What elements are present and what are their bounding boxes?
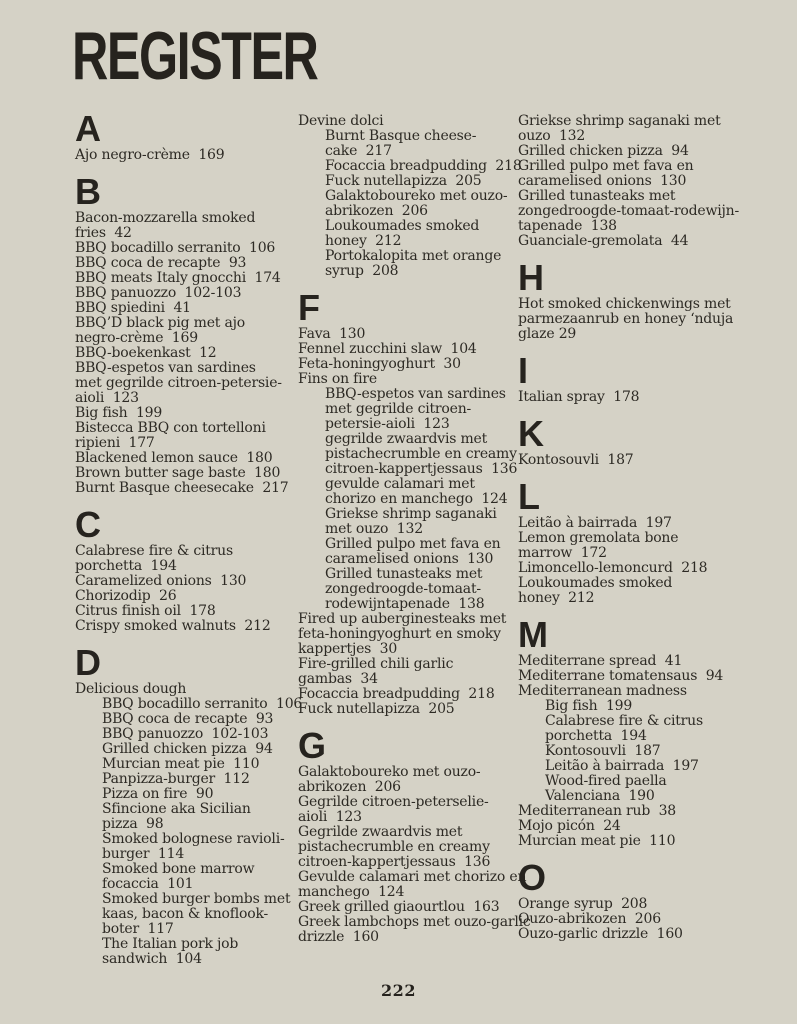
index-column	[518, 114, 765, 942]
index-entry	[75, 832, 298, 862]
entry-line: Fired up auberginesteaks met	[298, 611, 507, 627]
entry-line: Big fish 199	[545, 698, 633, 714]
entry-line: Ajo negro-crème 169	[75, 147, 225, 163]
index-entry	[75, 256, 298, 271]
entry-line: BBQ-boekenkast 12	[75, 345, 217, 361]
index-entry	[518, 144, 765, 159]
index-section	[298, 287, 518, 717]
index-entry	[75, 862, 298, 892]
index-entry	[298, 687, 518, 702]
entry-line: Ouzo-garlic drizzle 160	[518, 926, 683, 942]
entry-line: fries 42	[75, 225, 132, 241]
index-entry	[518, 699, 765, 714]
index-entry	[298, 567, 518, 612]
section-letter: A	[75, 108, 100, 149]
index-section	[518, 350, 765, 405]
index-entry	[75, 619, 298, 634]
index-entry	[298, 129, 518, 159]
index-section	[75, 642, 303, 967]
entry-line: glaze 29	[518, 326, 577, 342]
index-entry	[298, 657, 518, 687]
index-entry	[75, 301, 298, 316]
entry-line: Bistecca BBQ con tortelloni	[75, 420, 266, 436]
index-entry	[298, 219, 518, 249]
index-entry	[518, 834, 765, 849]
index-section	[518, 257, 765, 342]
index-entry	[75, 361, 298, 406]
index-entry	[298, 372, 518, 387]
entry-line: met ouzo 132	[325, 521, 423, 537]
entry-line: Fennel zucchini slaw 104	[298, 341, 477, 357]
entry-line: Grilled chicken pizza 94	[102, 741, 273, 757]
index-entry	[75, 421, 298, 451]
index-entry	[518, 159, 765, 189]
entry-line: gevulde calamari met	[325, 476, 475, 492]
index-entry	[298, 869, 527, 900]
entry-line: Fins on fire	[298, 371, 377, 387]
entry-line: Citrus finish oil 178	[75, 603, 216, 619]
index-section	[518, 413, 765, 468]
entry-line: Griekse shrimp saganaki met	[518, 113, 721, 129]
entry-line: tapenade 138	[518, 218, 617, 234]
entry-line: Gegrilde zwaardvis met	[298, 824, 463, 840]
index-entry	[75, 148, 298, 163]
index-entry	[75, 802, 298, 832]
entry-line: Mojo picón 24	[518, 818, 621, 834]
entry-line: Mediterrane spread 41	[518, 653, 683, 669]
entry-line: Smoked bolognese ravioli-	[102, 831, 285, 847]
index-section	[75, 108, 298, 163]
entry-line: Calabrese fire & citrus	[75, 543, 233, 559]
entry-line: Big fish 199	[75, 405, 163, 421]
index-entry	[518, 669, 765, 684]
entry-line: Fuck nutellapizza 205	[298, 701, 455, 717]
index-entry	[298, 342, 518, 357]
entry-line: Kontosouvli 187	[545, 743, 661, 759]
entry-line: drizzle 160	[298, 929, 379, 945]
index-entry	[75, 346, 298, 361]
entry-line: met gegrilde citroen-petersie-	[75, 375, 282, 391]
entry-line: Burnt Basque cheese-	[325, 128, 477, 144]
index-entry	[75, 742, 298, 757]
entry-line: Loukoumades smoked	[518, 575, 673, 591]
entry-line: Gevulde calamari met chorizo en	[298, 869, 527, 885]
entry-line: Devine dolci	[298, 113, 384, 129]
index-entry	[518, 774, 765, 804]
index-entry	[298, 432, 518, 477]
index-entry	[298, 387, 518, 432]
entry-line: kappertjes 30	[298, 641, 398, 657]
section-letter: I	[518, 350, 528, 391]
entry-line: boter 117	[102, 921, 174, 937]
entry-line: parmezaanrub en honey ‘nduja	[518, 311, 734, 327]
entry-line: Grilled pulpo met fava en	[518, 158, 694, 174]
index-entry	[518, 189, 765, 234]
entry-line: chorizo en manchego 124	[325, 491, 508, 507]
index-entry	[75, 604, 298, 619]
entry-line: Mediterrane tomatensaus 94	[518, 668, 724, 684]
entry-line: Valenciana 190	[545, 788, 655, 804]
index-entry	[298, 537, 518, 567]
index-entry	[75, 757, 298, 772]
index-entry	[518, 927, 765, 942]
index-entry	[75, 241, 298, 256]
index-entry	[75, 574, 298, 589]
section-letter: O	[518, 857, 546, 898]
index-entry	[518, 114, 765, 144]
entry-line: Blackened lemon sauce 180	[75, 450, 273, 466]
index-column	[75, 108, 303, 967]
index-entry	[518, 912, 765, 927]
entry-line: Orange syrup 208	[518, 896, 648, 912]
entry-line: feta-honingyoghurt en smoky	[298, 626, 501, 642]
index-section	[298, 725, 531, 945]
index-entry	[518, 576, 765, 606]
entry-line: Burnt Basque cheesecake 217	[75, 480, 289, 496]
entry-line: Grilled tunasteaks met	[325, 566, 483, 582]
entry-line: Greek lambchops met ouzo-garlic	[298, 914, 531, 930]
index-entry	[75, 271, 298, 286]
index-section	[75, 504, 298, 634]
index-entry	[75, 286, 298, 301]
entry-line: Grilled chicken pizza 94	[518, 143, 689, 159]
index-entry	[298, 477, 518, 507]
entry-line: rodewijntapenade 138	[325, 596, 485, 612]
entry-line: Ouzo-abrikozen 206	[518, 911, 661, 927]
entry-line: Feta-honingyoghurt 30	[298, 356, 461, 372]
entry-line: zongedroogde-tomaat-rodewijn-	[518, 203, 740, 219]
index-entry	[518, 744, 765, 759]
entry-line: BBQ meats Italy gnocchi 174	[75, 270, 281, 286]
entry-line: pistachecrumble en creamy	[325, 446, 517, 462]
entry-line: Fava 130	[298, 326, 366, 342]
entry-line: BBQ bocadillo serranito 106	[75, 240, 276, 256]
index-entry	[518, 531, 765, 561]
index-section	[518, 114, 765, 249]
index-column	[298, 113, 531, 945]
entry-line: BBQ-espetos van sardines	[325, 386, 506, 402]
index-entry	[298, 795, 518, 825]
entry-line: Portokalopita met orange	[325, 248, 502, 264]
entry-line: Leitão à bairrada 197	[518, 515, 672, 531]
entry-line: petersie-aioli 123	[325, 416, 450, 432]
entry-line: syrup 208	[325, 263, 399, 279]
index-entry	[75, 712, 298, 727]
index-entry	[518, 297, 765, 342]
index-entry	[298, 765, 518, 795]
entry-line: BBQ panuozzo 102-103	[75, 285, 242, 301]
page-title: REGISTER	[72, 18, 318, 94]
index-entry	[75, 316, 298, 346]
index-entry	[75, 481, 298, 496]
entry-line: Gegrilde citroen-peterselie-	[298, 794, 489, 810]
entry-line: BBQ panuozzo 102-103	[102, 726, 269, 742]
index-entry	[75, 696, 303, 712]
entry-line: Greek grilled giaourtlou 163	[298, 899, 500, 915]
entry-line: Smoked burger bombs met	[102, 891, 291, 907]
entry-line: Caramelized onions 130	[75, 573, 247, 589]
index-entry	[75, 451, 298, 466]
entry-line: BBQ coca de recapte 93	[75, 255, 247, 271]
index-columns	[75, 108, 765, 984]
section-letter: M	[518, 614, 547, 655]
index-entry	[298, 507, 518, 537]
entry-line: focaccia 101	[102, 876, 194, 892]
index-entry	[75, 682, 298, 697]
entry-line: Grilled pulpo met fava en	[325, 536, 501, 552]
index-entry	[298, 189, 518, 219]
index-entry	[298, 357, 518, 372]
entry-line: abrikozen 206	[298, 779, 401, 795]
entry-line: Delicious dough	[75, 681, 187, 697]
entry-line: BBQ-espetos van sardines	[75, 360, 256, 376]
entry-line: Hot smoked chickenwings met	[518, 296, 731, 312]
index-entry	[75, 772, 298, 787]
entry-line: Leitão à bairrada 197	[545, 758, 699, 774]
entry-line: burger 114	[102, 846, 185, 862]
entry-line: Pizza on fire 90	[102, 786, 214, 802]
entry-line: porchetta 194	[545, 728, 647, 744]
entry-line: BBQ coca de recapte 93	[102, 711, 274, 727]
entry-line: BBQ’D black pig met ajo	[75, 315, 246, 331]
index-entry	[75, 466, 298, 481]
entry-line: Bacon-mozzarella smoked	[75, 210, 256, 226]
entry-line: gambas 34	[298, 671, 378, 687]
entry-line: Limoncello-lemoncurd 218	[518, 560, 708, 576]
entry-line: kaas, bacon & knoflook-	[102, 906, 269, 922]
index-entry	[298, 825, 518, 870]
index-entry	[518, 654, 765, 669]
section-letter: L	[518, 476, 539, 517]
entry-line: BBQ bocadillo serranito 106	[102, 696, 303, 712]
entry-line: Panpizza-burger 112	[102, 771, 250, 787]
entry-line: porchetta 194	[75, 558, 177, 574]
entry-line: Focaccia breadpudding 218	[325, 158, 522, 174]
entry-line: Galaktoboureko met ouzo-	[298, 764, 481, 780]
entry-line: ouzo 132	[518, 128, 586, 144]
entry-line: Kontosouvli 187	[518, 452, 634, 468]
section-letter: C	[75, 504, 100, 545]
entry-line: Guanciale-gremolata 44	[518, 233, 689, 249]
index-section	[75, 171, 298, 496]
entry-line: Italian spray 178	[518, 389, 640, 405]
entry-line: zongedroogde-tomaat-	[325, 581, 481, 597]
entry-line: abrikozen 206	[325, 203, 428, 219]
entry-line: Crispy smoked walnuts 212	[75, 618, 271, 634]
entry-line: cake 217	[325, 143, 392, 159]
index-entry	[75, 406, 298, 421]
entry-line: Wood-fired paella	[545, 773, 667, 789]
index-entry	[518, 234, 765, 249]
index-entry	[518, 819, 765, 834]
entry-line: aioli 123	[75, 390, 139, 406]
entry-line: sandwich 104	[102, 951, 202, 967]
section-letter: K	[518, 413, 543, 454]
entry-line: pistachecrumble en creamy	[298, 839, 490, 855]
index-entry	[298, 612, 518, 657]
index-entry	[298, 327, 518, 342]
index-entry	[75, 892, 298, 937]
entry-line: Brown butter sage baste 180	[75, 465, 281, 481]
index-section	[518, 476, 765, 606]
entry-line: gegrilde zwaardvis met	[325, 431, 488, 447]
entry-line: pizza 98	[102, 816, 164, 832]
entry-line: Sfincione aka Sicilian	[102, 801, 251, 817]
index-section	[298, 113, 522, 279]
entry-line: Loukoumades smoked	[325, 218, 480, 234]
index-entry	[75, 589, 298, 604]
index-entry	[298, 914, 531, 945]
index-entry	[75, 787, 298, 802]
index-entry	[298, 158, 522, 174]
entry-line: Fuck nutellapizza 205	[325, 173, 482, 189]
entry-line: marrow 172	[518, 545, 607, 561]
index-entry	[518, 759, 765, 774]
index-entry	[75, 727, 298, 742]
entry-line: Lemon gremolata bone	[518, 530, 679, 546]
entry-line: Griekse shrimp saganaki	[325, 506, 497, 522]
index-entry	[298, 702, 518, 717]
page-number: 222	[381, 981, 416, 1000]
entry-line: Mediterranean madness	[518, 683, 687, 699]
entry-line: met gegrilde citroen-	[325, 401, 472, 417]
entry-line: citroen-kappertjessaus 136	[298, 854, 491, 870]
index-entry	[518, 684, 765, 699]
entry-line: Mediterranean rub 38	[518, 803, 677, 819]
index-entry	[518, 453, 765, 468]
entry-line: BBQ spiedini 41	[75, 300, 191, 316]
entry-line: Fire-grilled chili garlic	[298, 656, 454, 672]
entry-line: Calabrese fire & citrus	[545, 713, 703, 729]
entry-line: Murcian meat pie 110	[518, 833, 676, 849]
entry-line: ripieni 177	[75, 435, 155, 451]
section-letter: G	[298, 725, 326, 766]
index-entry	[75, 211, 298, 241]
index-entry	[75, 544, 298, 574]
entry-line: honey 212	[518, 590, 595, 606]
entry-line: caramelised onions 130	[325, 551, 494, 567]
index-entry	[298, 114, 518, 129]
index-entry	[518, 516, 765, 531]
section-letter: D	[75, 642, 100, 683]
entry-line: manchego 124	[298, 884, 405, 900]
section-letter: B	[75, 171, 100, 212]
entry-line: The Italian pork job	[102, 936, 239, 952]
index-section	[518, 614, 765, 849]
index-entry	[518, 714, 765, 744]
entry-line: caramelised onions 130	[518, 173, 687, 189]
entry-line: Focaccia breadpudding 218	[298, 686, 495, 702]
section-letter: H	[518, 257, 543, 298]
entry-line: honey 212	[325, 233, 402, 249]
entry-line: negro-crème 169	[75, 330, 198, 346]
entry-line: Chorizodip 26	[75, 588, 177, 604]
entry-line: aioli 123	[298, 809, 362, 825]
section-letter: F	[298, 287, 319, 328]
entry-line: Murcian meat pie 110	[102, 756, 260, 772]
index-entry	[518, 897, 765, 912]
entry-line: citroen-kappertjessaus 136	[325, 461, 518, 477]
entry-line: Smoked bone marrow	[102, 861, 255, 877]
entry-line: Grilled tunasteaks met	[518, 188, 676, 204]
index-entry	[75, 937, 298, 967]
index-entry	[298, 174, 518, 189]
index-entry	[518, 804, 765, 819]
entry-line: Galaktoboureko met ouzo-	[325, 188, 508, 204]
index-entry	[298, 900, 518, 915]
index-entry	[518, 561, 765, 576]
index-section	[518, 857, 765, 942]
index-entry	[518, 390, 765, 405]
index-entry	[298, 249, 518, 279]
